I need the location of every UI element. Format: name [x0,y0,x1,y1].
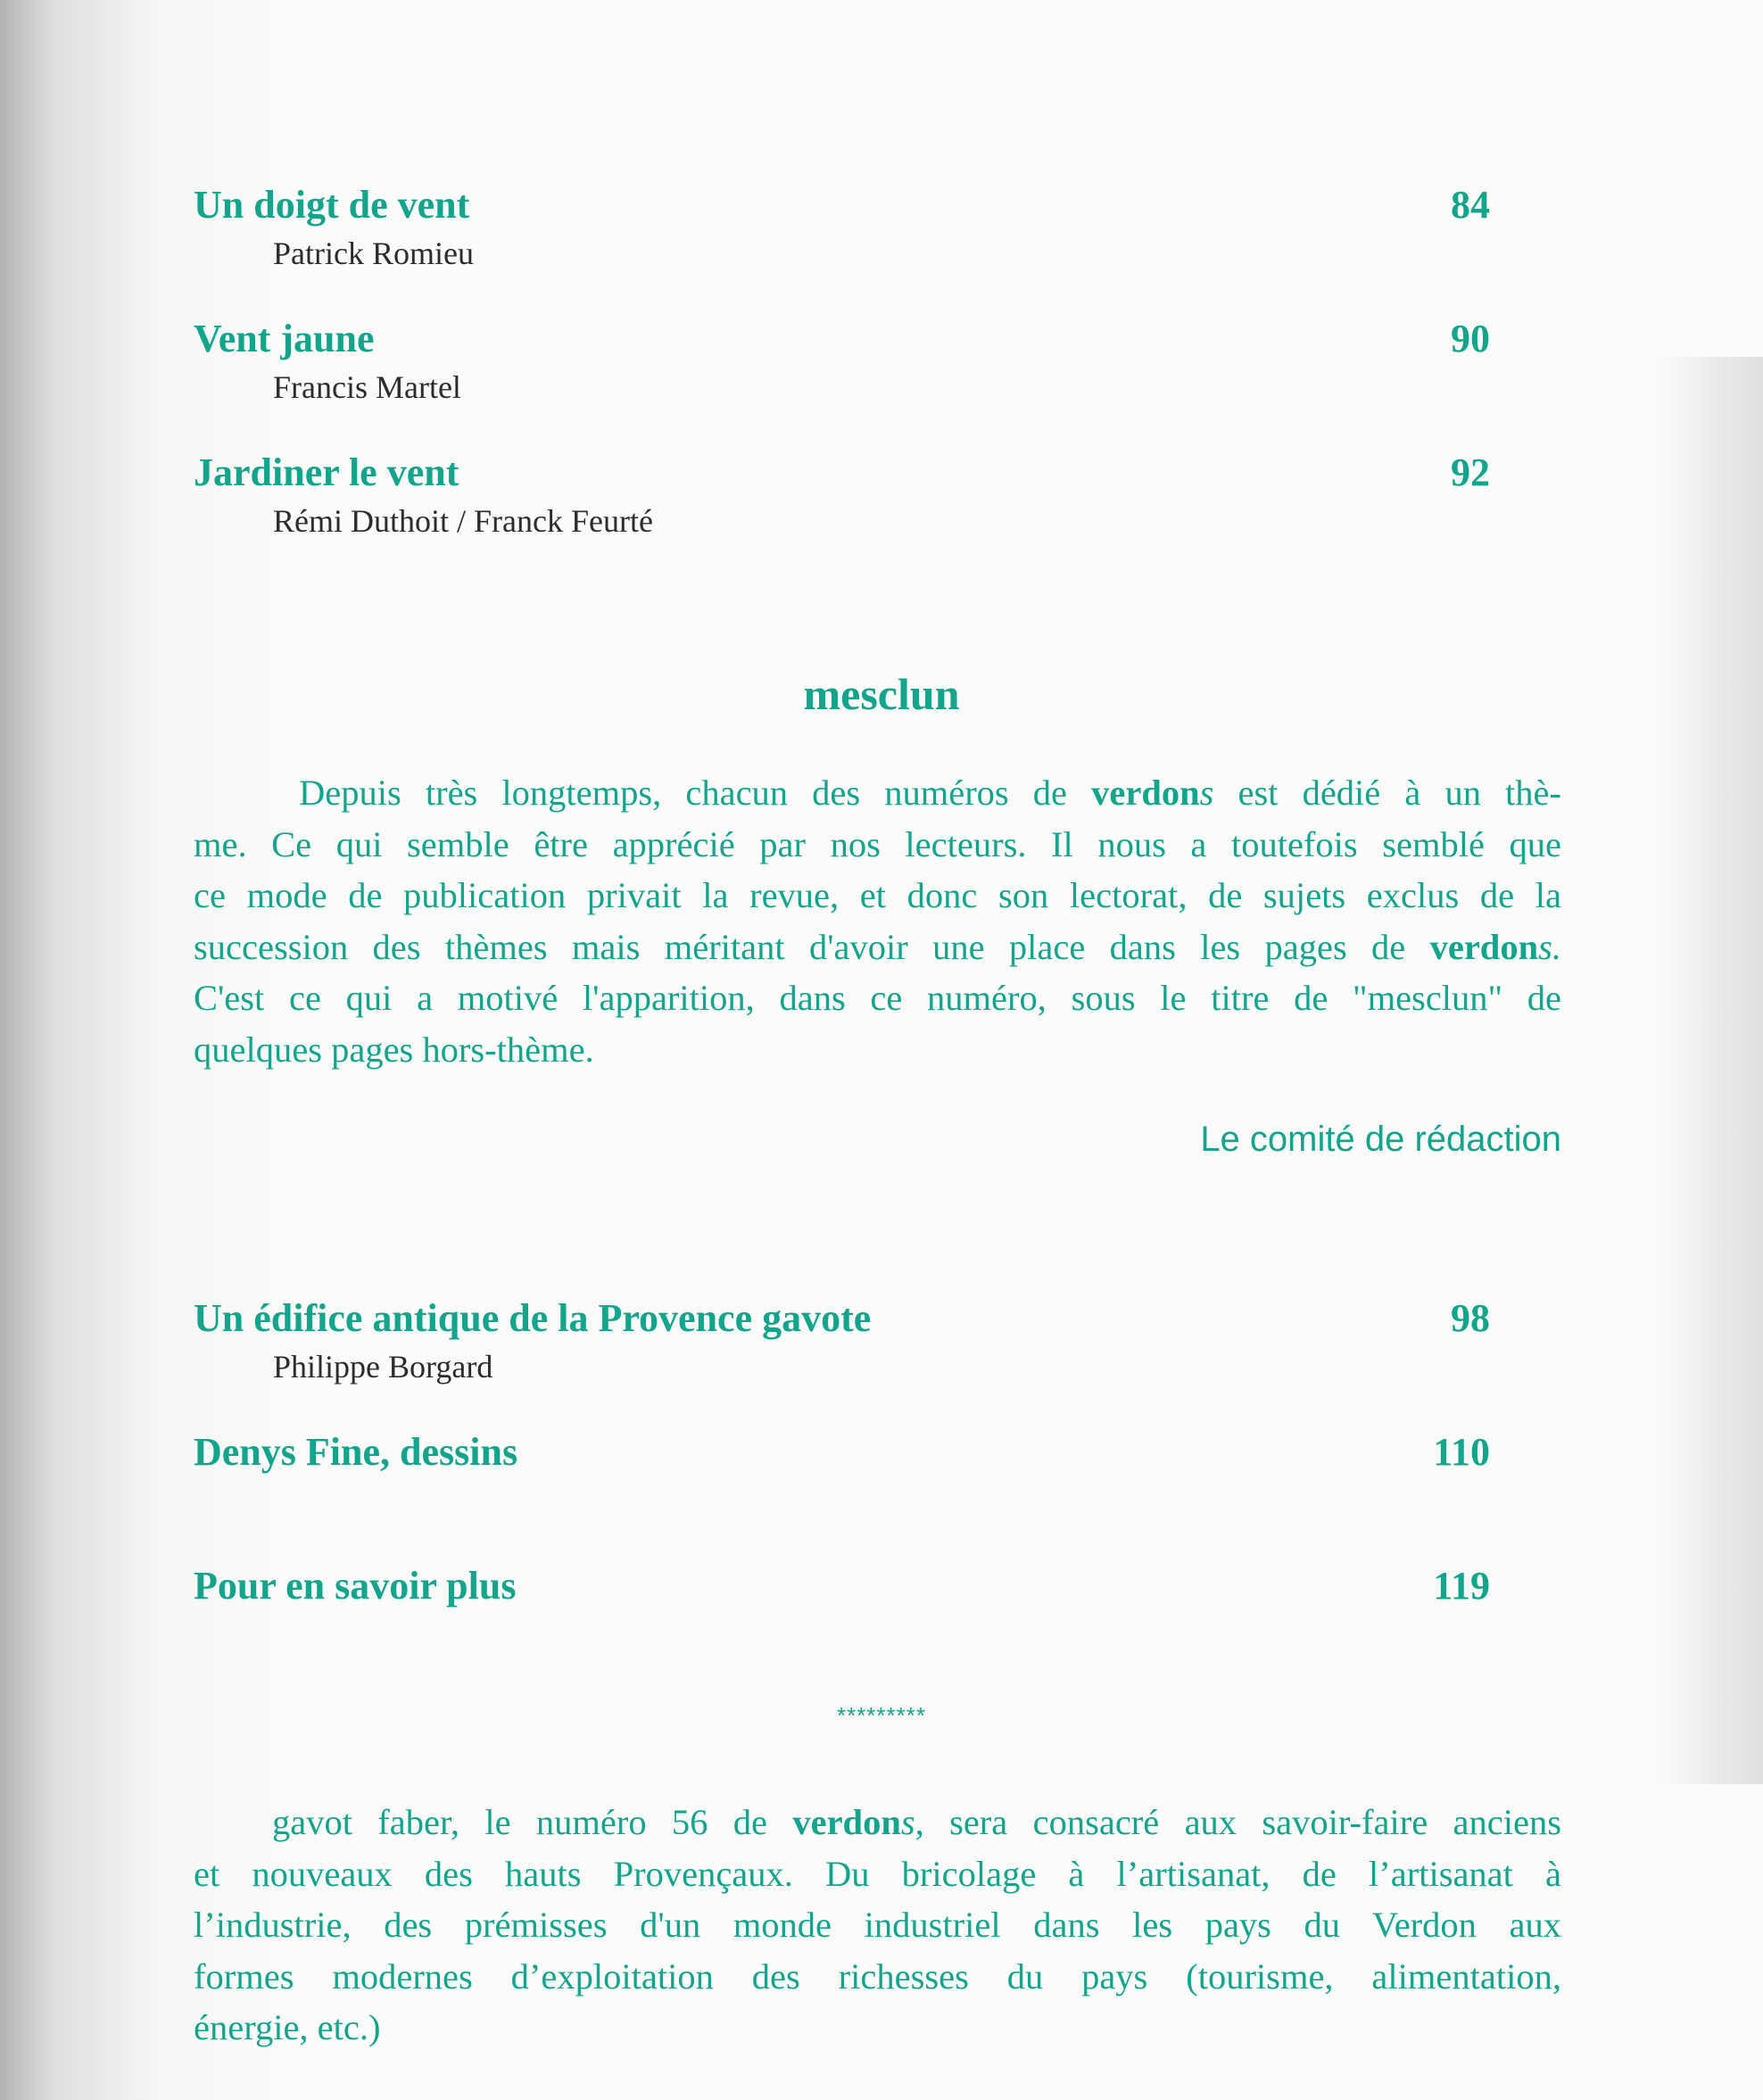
toc-entry-page: 110 [1433,1430,1490,1474]
journal-name: verdon [1429,926,1539,967]
separator: ********* [836,1702,927,1729]
page-shadow [1656,357,1763,1784]
paragraph-line [194,767,1561,819]
toc-entry-author: Patrick Romieu [273,236,474,271]
paragraph-line: et nouveaux des hauts Provençaux. Du bricolage à l’artisanat, de l’artisanat à [194,1853,1561,1894]
text-run: gavot faber, le numéro 56 de [272,1802,793,1842]
editorial-signature: Le comité de rédaction [1200,1120,1561,1159]
journal-name-suffix: s [900,1802,915,1842]
toc-entry-page: 98 [1451,1296,1490,1340]
toc-entry-page: 92 [1451,451,1490,494]
toc-entry-title: Un doigt de vent [194,183,470,227]
toc-entry-title: Pour en savoir plus [194,1564,517,1608]
text-run: est dédié à un thè- [1213,773,1561,813]
journal-name: verdon [792,1802,901,1842]
toc-entry-title: Denys Fine, dessins [194,1430,518,1474]
toc-entry-page: 90 [1451,317,1490,360]
paragraph-line: énergie, etc.) [194,2007,381,2047]
journal-name-suffix: s [1199,773,1214,813]
paragraph-line [194,1797,1561,1848]
text-run: Depuis très longtemps, chacun des numéros de [299,773,1092,813]
paragraph-line: ce mode de publication privait la revue, et donc son lectorat, de sujets exclus de la [194,875,1561,915]
paragraph-line: l’industrie, des prémisses d'un monde industriel dans les pays du Verdon aux [194,1905,1561,1945]
paragraph-line: formes modernes d’exploitation des richesses du pays (tourisme, alimentation, [194,1955,1561,1997]
text-run: succession des thèmes mais méritant d'avoir une place dans les pages de [194,926,1430,967]
toc-entry-author: Philippe Borgard [273,1349,493,1385]
journal-name: verdon [1091,773,1200,813]
toc-entry-page: 84 [1451,183,1490,227]
paragraph-line: quelques pages hors-thème. [194,1029,594,1070]
text-run: , sera consacré aux savoir-faire anciens [915,1802,1561,1842]
toc-entry-title: Un édifice antique de la Provence gavote [194,1296,872,1340]
next-issue-paragraph [194,1797,1561,2054]
paragraph-line: C'est ce qui a motivé l'apparition, dans ce numéro, sous le titre de "mesclun" de [194,978,1561,1018]
journal-name-suffix: s. [1538,926,1561,967]
paragraph-line [194,922,1561,973]
intro-paragraph [194,767,1561,1075]
toc-entry-author: Francis Martel [273,369,461,405]
paragraph-line: me. Ce qui semble être apprécié par nos lecteurs. Il nous a toutefois semblé que [194,823,1561,864]
toc-entry-author: Rémi Duthoit / Franck Feurté [273,503,653,539]
toc-entry-title: Jardiner le vent [194,451,459,494]
toc-entry-page: 119 [1433,1564,1490,1608]
toc-entry-title: Vent jaune [194,317,375,360]
section-heading-mesclun: mesclun [803,669,960,719]
